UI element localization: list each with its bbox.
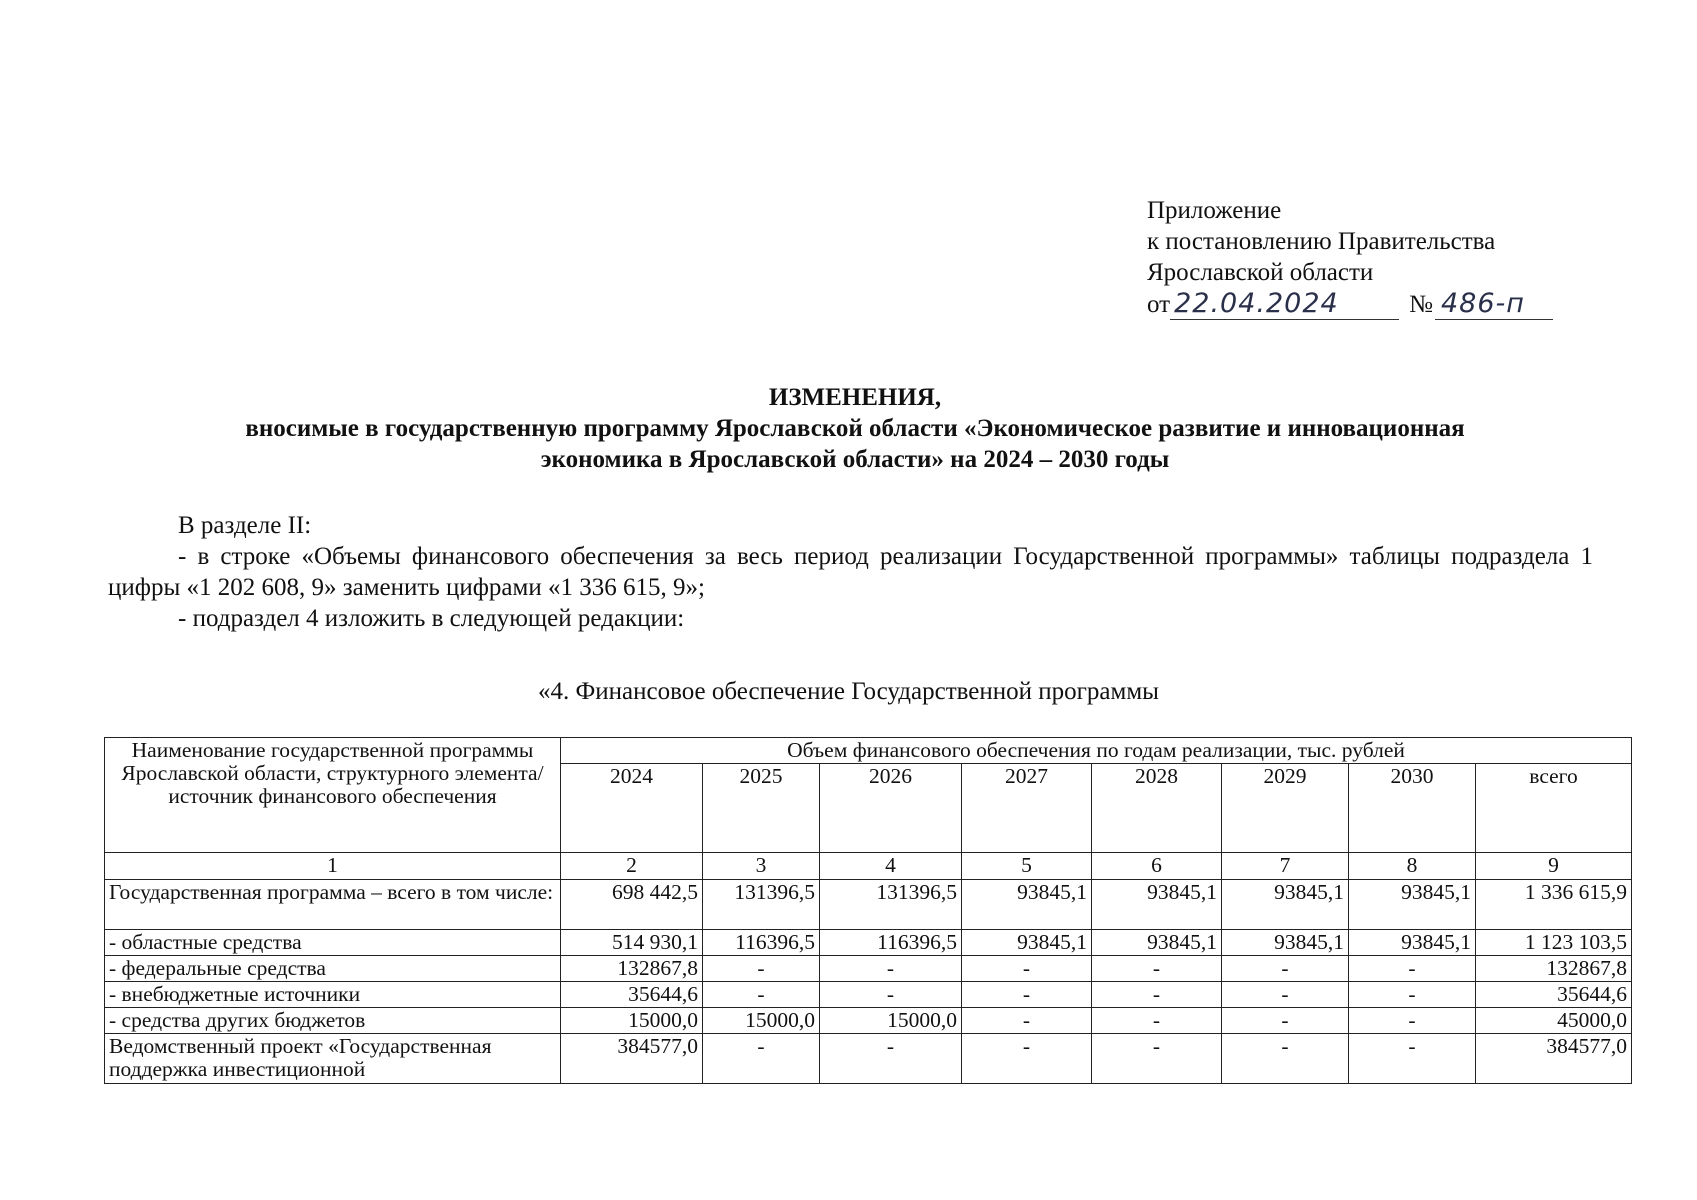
title-line-3: экономика в Ярославской области» на 2024 – 2030 годы (540, 446, 1170, 473)
row-value: 132867,8 (561, 956, 703, 982)
row-value: - (820, 1034, 962, 1084)
column-number: 1 (105, 853, 561, 880)
document-title (90, 382, 1620, 475)
table-row (105, 1034, 1632, 1084)
year-cell: 2028 (1092, 764, 1222, 853)
appendix-line-3: Ярославской области (1147, 259, 1374, 286)
row-name: - федеральные средства (105, 956, 561, 982)
row-value: 15000,0 (820, 1008, 962, 1034)
row-value: - (820, 982, 962, 1008)
row-value: 93845,1 (1092, 880, 1222, 930)
year-cell: 2026 (820, 764, 962, 853)
row-value: 93845,1 (1222, 930, 1349, 956)
year-cell: 2025 (703, 764, 820, 853)
column-number: 5 (962, 853, 1092, 880)
column-number: 9 (1476, 853, 1632, 880)
row-name: - внебюджетные источники (105, 982, 561, 1008)
row-value: 15000,0 (561, 1008, 703, 1034)
appendix-block (1147, 195, 1553, 320)
row-value: 93845,1 (962, 930, 1092, 956)
row-total: 132867,8 (1476, 956, 1632, 982)
row-value: - (1222, 1034, 1349, 1084)
column-number: 8 (1349, 853, 1476, 880)
row-value: - (1092, 956, 1222, 982)
year-cell: 2029 (1222, 764, 1349, 853)
table-row (105, 930, 1632, 956)
row-value: 384577,0 (561, 1034, 703, 1084)
row-value: 698 442,5 (561, 880, 703, 930)
row-value: 93845,1 (1349, 880, 1476, 930)
row-value: - (820, 956, 962, 982)
paragraph-section: В разделе II: (178, 512, 312, 539)
row-value: 93845,1 (1222, 880, 1349, 930)
paragraph-subsection: - подраздел 4 изложить в следующей редакции: (178, 605, 685, 632)
row-value: 116396,5 (703, 930, 820, 956)
table-header-row (105, 738, 1632, 764)
row-value: 514 930,1 (561, 930, 703, 956)
header-name-cell: Наименование государственной программы Ярославской области, структурного элемента/ источник финансового обеспечения (105, 738, 561, 853)
table-row (105, 982, 1632, 1008)
row-value: - (1222, 1008, 1349, 1034)
row-value: - (703, 982, 820, 1008)
year-cell: 2030 (1349, 764, 1476, 853)
row-value: - (1349, 982, 1476, 1008)
row-value: 93845,1 (1349, 930, 1476, 956)
row-value: - (1092, 1034, 1222, 1084)
row-total: 384577,0 (1476, 1034, 1632, 1084)
row-value: 116396,5 (820, 930, 962, 956)
row-value: 15000,0 (703, 1008, 820, 1034)
year-cell: 2024 (561, 764, 703, 853)
row-value: 131396,5 (703, 880, 820, 930)
column-number: 4 (820, 853, 962, 880)
row-value: - (1349, 1034, 1476, 1084)
row-value: - (962, 1008, 1092, 1034)
row-name: - средства других бюджетов (105, 1008, 561, 1034)
row-value: - (1092, 982, 1222, 1008)
row-value: 93845,1 (962, 880, 1092, 930)
row-value: 131396,5 (820, 880, 962, 930)
header-volume-cell: Объем финансового обеспечения по годам реализации, тыс. рублей (561, 738, 1632, 764)
table-row (105, 1008, 1632, 1034)
paragraph-amount-change: - в строке «Объемы финансового обеспечения за весь период реализации Государственной программы» таблицы подраздела 1 цифры «1 202 608, 9» заменить цифрами «1 336 615, 9»; (108, 543, 1593, 601)
row-total: 1 336 615,9 (1476, 880, 1632, 930)
row-value: - (962, 956, 1092, 982)
row-name: Ведомственный проект «Государственная поддержка инвестиционной (105, 1034, 561, 1084)
row-value: 35644,6 (561, 982, 703, 1008)
column-number: 6 (1092, 853, 1222, 880)
row-value: - (1349, 1008, 1476, 1034)
table-row (105, 880, 1632, 930)
column-numbers-row (105, 853, 1632, 880)
handwritten-date: 22.04.2024 (1170, 288, 1399, 320)
row-value: - (1092, 1008, 1222, 1034)
handwritten-number: 486-п (1435, 288, 1553, 320)
row-value: - (703, 1034, 820, 1084)
row-value: - (1222, 982, 1349, 1008)
row-value: - (1222, 956, 1349, 982)
row-value: 93845,1 (1092, 930, 1222, 956)
row-value: - (1349, 956, 1476, 982)
table-subheading: «4. Финансовое обеспечение Государственной программы (538, 678, 1159, 705)
row-name: - областные средства (105, 930, 561, 956)
column-number: 7 (1222, 853, 1349, 880)
title-line-1: ИЗМЕНЕНИЯ, (768, 384, 942, 411)
appendix-line-1: Приложение (1147, 197, 1282, 224)
appendix-date-number (1147, 288, 1553, 320)
date-prefix: от (1147, 291, 1171, 318)
year-cell: 2027 (962, 764, 1092, 853)
year-cell-total: всего (1476, 764, 1632, 853)
row-value: - (962, 1034, 1092, 1084)
column-number: 3 (703, 853, 820, 880)
row-value: - (703, 956, 820, 982)
column-number: 2 (561, 853, 703, 880)
row-total: 45000,0 (1476, 1008, 1632, 1034)
financing-table (104, 737, 1632, 1084)
table-row (105, 956, 1632, 982)
title-line-2: вносимые в государственную программу Ярославской области «Экономическое развитие и инновационная (245, 415, 1465, 442)
row-value: - (962, 982, 1092, 1008)
row-total: 1 123 103,5 (1476, 930, 1632, 956)
body-text (108, 510, 1593, 634)
appendix-line-2: к постановлению Правительства (1147, 228, 1496, 255)
number-sign: № (1409, 291, 1433, 318)
row-total: 35644,6 (1476, 982, 1632, 1008)
row-name: Государственная программа – всего в том числе: (105, 880, 561, 930)
